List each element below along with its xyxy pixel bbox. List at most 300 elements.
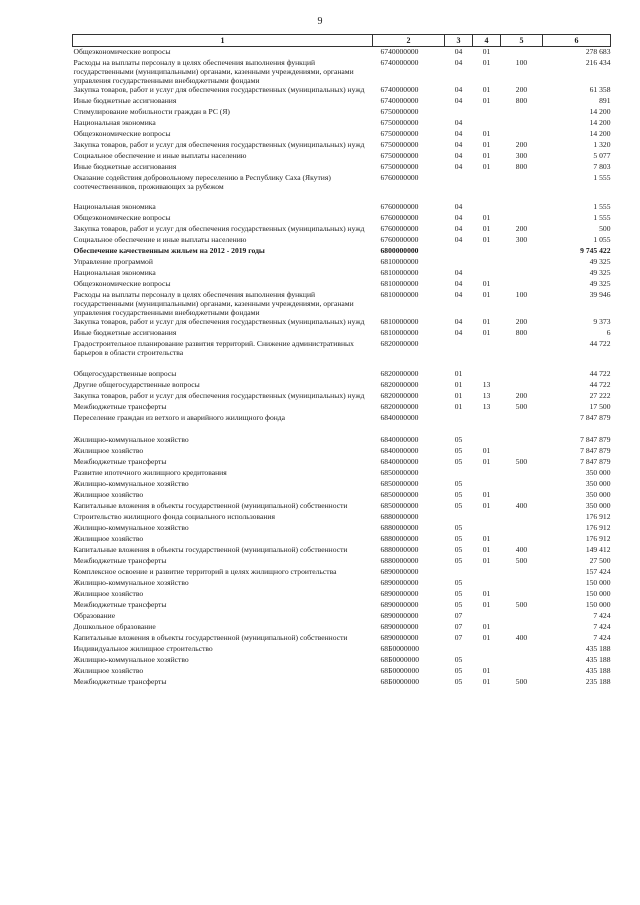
row-label: Комплексное освоение и развитие территорий в целях жилищного строительства: [73, 566, 337, 576]
target-code: 6810000000: [380, 317, 419, 327]
section-code: 04: [454, 128, 463, 138]
target-code: 6840000000: [380, 412, 419, 422]
target-code: 6750000000: [380, 106, 419, 116]
row-label: Расходы на выплаты персоналу в целях обеспечения выполнения функций государственными (муниципальными) органами, казенными учреждениями, органами управления государственными внебюджетными фондами: [73, 57, 354, 85]
table-row: [73, 589, 611, 600]
table-row: [73, 457, 611, 468]
subsection-code: 01: [482, 555, 491, 565]
target-code: 6820000000: [380, 401, 419, 411]
table-row: [73, 140, 611, 151]
row-label: Жилищно-коммунальное хозяйство: [73, 434, 189, 444]
section-code: 04: [454, 202, 463, 212]
section-code: 01: [454, 390, 463, 400]
expense-type-code: [501, 358, 543, 369]
section-code: [445, 358, 473, 369]
amount: 1 555: [593, 202, 611, 212]
target-code: 6850000000: [380, 500, 419, 510]
amount: 435 188: [585, 665, 611, 675]
subsection-code: 01: [482, 84, 491, 94]
expense-type-code: [501, 339, 543, 357]
expense-type-code: [501, 268, 543, 279]
subsection-code: 01: [482, 213, 491, 223]
table-row: [73, 391, 611, 402]
expense-type-code: 200: [515, 224, 528, 234]
section-code: 05: [454, 599, 463, 609]
table-row: [73, 402, 611, 413]
amount: 435 188: [585, 654, 611, 664]
row-label: Иные бюджетные ассигнования: [73, 95, 177, 105]
table-row: [73, 290, 611, 317]
expense-type-code: [501, 655, 543, 666]
amount: 14 200: [589, 106, 611, 116]
section-code: 04: [454, 268, 463, 278]
budget-table: [72, 34, 611, 688]
row-label: Индивидуальное жилищное строительство: [73, 643, 213, 653]
table-row: [73, 413, 611, 424]
expense-type-code: 200: [515, 139, 528, 149]
expense-type-code: 400: [515, 544, 528, 554]
target-code: 6820000000: [380, 339, 419, 349]
row-label: Управление программой: [73, 257, 153, 267]
section-code: [445, 107, 473, 118]
amount: 1 555: [593, 172, 611, 182]
subsection-code: 13: [482, 401, 491, 411]
table-row: [73, 118, 611, 129]
row-label: Стимулирование мобильности граждан в РС (Я): [73, 106, 230, 116]
table-row: [73, 622, 611, 633]
section-code: [445, 567, 473, 578]
amount: [543, 358, 611, 369]
section-code: 05: [454, 533, 463, 543]
amount: 44 722: [589, 379, 611, 389]
subsection-code: 01: [482, 445, 491, 455]
row-label: Обеспечение качественным жильем на 2012 - 2019 годы: [73, 246, 265, 256]
amount: 17 500: [589, 401, 611, 411]
target-code: 6850000000: [380, 478, 419, 488]
target-code: 6760000000: [380, 172, 419, 182]
section-code: 05: [454, 456, 463, 466]
section-code: 04: [454, 235, 463, 245]
expense-type-code: [501, 567, 543, 578]
target-code: 6820000000: [380, 379, 419, 389]
subsection-code: 13: [482, 390, 491, 400]
table-spacer-row: [73, 424, 611, 435]
row-label: Жилищное хозяйство: [73, 445, 144, 455]
expense-type-code: [501, 644, 543, 655]
amount: 44 722: [589, 339, 611, 349]
row-label: Закупка товаров, работ и услуг для обеспечения государственных (муниципальных) нужд: [73, 224, 365, 234]
section-code: 05: [454, 434, 463, 444]
row-label: Жилищное хозяйство: [73, 489, 144, 499]
amount: 9 745 422: [580, 246, 611, 256]
subsection-code: 01: [482, 95, 491, 105]
target-code: 6740000000: [380, 84, 419, 94]
amount: 7 847 879: [580, 434, 611, 444]
row-label: Жилищно-коммунальное хозяйство: [73, 577, 189, 587]
expense-type-code: 300: [515, 150, 528, 160]
amount: 235 188: [585, 676, 611, 686]
subsection-code: [473, 246, 501, 257]
row-label: Национальная экономика: [73, 202, 156, 212]
table-spacer-row: [73, 191, 611, 202]
amount: 49 325: [589, 268, 611, 278]
section-code: [445, 173, 473, 191]
expense-type-code: [501, 279, 543, 290]
target-code: 6840000000: [380, 456, 419, 466]
row-label: Общегосударственные вопросы: [73, 368, 177, 378]
target-code: 68Б0000000: [380, 643, 420, 653]
expense-type-code: [501, 107, 543, 118]
row-label: Межбюджетные трансферты: [73, 676, 167, 686]
subsection-code: [473, 369, 501, 380]
target-code: 6890000000: [380, 577, 419, 587]
expense-type-code: [501, 118, 543, 129]
subsection-code: 01: [482, 47, 491, 56]
target-code: 6880000000: [380, 511, 419, 521]
amount: 44 722: [589, 368, 611, 378]
amount: 14 200: [589, 117, 611, 127]
row-label: Иные бюджетные ассигнования: [73, 328, 177, 338]
section-code: 04: [454, 150, 463, 160]
table-row: [73, 151, 611, 162]
subsection-code: 01: [482, 235, 491, 245]
table-row: [73, 380, 611, 391]
table-row: [73, 58, 611, 85]
target-code: 6850000000: [380, 489, 419, 499]
subsection-code: 01: [482, 665, 491, 675]
expense-type-code: [501, 611, 543, 622]
section-code: [445, 413, 473, 424]
row-label: Общеэкономические вопросы: [73, 213, 171, 223]
section-code: 04: [454, 84, 463, 94]
amount: 157 424: [585, 566, 611, 576]
target-code: 6810000000: [380, 268, 419, 278]
amount: 27 500: [589, 555, 611, 565]
target-code: 6880000000: [380, 533, 419, 543]
amount: 7 847 879: [580, 456, 611, 466]
target-code: 6890000000: [380, 621, 419, 631]
table-row: [73, 600, 611, 611]
subsection-code: [473, 107, 501, 118]
table-row: [73, 490, 611, 501]
section-code: 04: [454, 317, 463, 327]
expense-type-code: [501, 446, 543, 457]
amount: 7 847 879: [580, 445, 611, 455]
table-row: [73, 213, 611, 224]
subsection-code: 13: [482, 379, 491, 389]
section-code: [445, 191, 473, 202]
subsection-code: 01: [482, 161, 491, 171]
subsection-code: 01: [482, 599, 491, 609]
table-row: [73, 317, 611, 328]
section-code: 05: [454, 478, 463, 488]
target-code: 6890000000: [380, 610, 419, 620]
expense-type-code: [501, 257, 543, 268]
amount: 350 000: [585, 500, 611, 510]
amount: 891: [599, 95, 611, 105]
table-row: [73, 501, 611, 512]
target-code: [373, 191, 445, 202]
row-label: Иные бюджетные ассигнования: [73, 161, 177, 171]
amount: 216 434: [585, 57, 611, 67]
section-code: 05: [454, 544, 463, 554]
target-code: 6890000000: [380, 588, 419, 598]
section-code: [445, 339, 473, 357]
row-label: Социальное обеспечение и иные выплаты населению: [73, 235, 247, 245]
row-label: Национальная экономика: [73, 117, 156, 127]
section-code: 04: [454, 279, 463, 289]
row-label: Градостроительное планирование развития территорий. Снижение административных барьеров в области строительства: [73, 339, 354, 358]
table-row: [73, 235, 611, 246]
expense-type-code: [501, 424, 543, 435]
amount: 7 424: [593, 621, 611, 631]
expense-type-code: [501, 534, 543, 545]
subsection-code: 01: [482, 676, 491, 686]
row-label: Межбюджетные трансферты: [73, 401, 167, 411]
subsection-code: [473, 118, 501, 129]
target-code: 6810000000: [380, 290, 419, 300]
target-code: 6810000000: [380, 279, 419, 289]
row-label: [73, 424, 373, 435]
row-label: Капитальные вложения в объекты государственной (муниципальной) собственности: [73, 632, 348, 642]
section-code: [445, 424, 473, 435]
subsection-code: 01: [482, 328, 491, 338]
section-code: 04: [454, 95, 463, 105]
subsection-code: 01: [482, 57, 491, 67]
section-code: 07: [454, 632, 463, 642]
expense-type-code: [501, 622, 543, 633]
subsection-code: 01: [482, 489, 491, 499]
section-code: 05: [454, 588, 463, 598]
table-row: [73, 523, 611, 534]
target-code: 6740000000: [380, 47, 419, 56]
subsection-code: 01: [482, 128, 491, 138]
expense-type-code: 100: [515, 290, 528, 300]
amount: 149 412: [585, 544, 611, 554]
row-label: Оказание содействия добровольному переселению в Республику Саха (Якутия) соотечественников, проживающих за рубежом: [73, 172, 331, 191]
row-label: Жилищное хозяйство: [73, 588, 144, 598]
expense-type-code: 400: [515, 632, 528, 642]
row-label: Дошкольное образование: [73, 621, 156, 631]
row-label: Общеэкономические вопросы: [73, 47, 171, 56]
subsection-code: [473, 644, 501, 655]
target-code: 6750000000: [380, 150, 419, 160]
table-row: [73, 655, 611, 666]
target-code: 6810000000: [380, 328, 419, 338]
expense-type-code: 800: [515, 161, 528, 171]
header-cell: 6: [543, 35, 611, 47]
table-row: [73, 633, 611, 644]
row-label: Капитальные вложения в объекты государственной (муниципальной) собственности: [73, 500, 348, 510]
row-label: Жилищное хозяйство: [73, 533, 144, 543]
subsection-code: [473, 567, 501, 578]
section-code: 04: [454, 117, 463, 127]
expense-type-code: 100: [515, 57, 528, 67]
table-row: [73, 129, 611, 140]
subsection-code: [473, 268, 501, 279]
section-code: [445, 246, 473, 257]
table-row: [73, 534, 611, 545]
expense-type-code: [501, 191, 543, 202]
table-row: [73, 369, 611, 380]
table-row: [73, 468, 611, 479]
header-cell: 5: [501, 35, 543, 47]
amount: 350 000: [585, 489, 611, 499]
target-code: 6880000000: [380, 544, 419, 554]
row-label: Общеэкономические вопросы: [73, 279, 171, 289]
table-row: [73, 339, 611, 357]
subsection-code: [473, 611, 501, 622]
expense-type-code: 500: [515, 555, 528, 565]
amount: 350 000: [585, 478, 611, 488]
subsection-code: [473, 173, 501, 191]
table-row: [73, 328, 611, 339]
table-row: [73, 644, 611, 655]
row-label: Переселение граждан из ветхого и аварийного жилищного фонда: [73, 412, 286, 422]
table-row: [73, 479, 611, 490]
row-label: Национальная экономика: [73, 268, 156, 278]
subsection-code: 01: [482, 279, 491, 289]
expense-type-code: 200: [515, 317, 528, 327]
target-code: 6840000000: [380, 434, 419, 444]
table-row: [73, 512, 611, 523]
expense-type-code: [501, 413, 543, 424]
row-label: Закупка товаров, работ и услуг для обеспечения государственных (муниципальных) нужд: [73, 390, 365, 400]
subsection-code: [473, 523, 501, 534]
section-code: 04: [454, 57, 463, 67]
row-label: Межбюджетные трансферты: [73, 599, 167, 609]
table-row: [73, 677, 611, 688]
amount: 150 000: [585, 588, 611, 598]
section-code: [445, 512, 473, 523]
expense-type-code: [501, 213, 543, 224]
section-code: 01: [454, 368, 463, 378]
section-code: 04: [454, 213, 463, 223]
target-code: 6800000000: [380, 246, 419, 256]
section-code: 07: [454, 621, 463, 631]
amount: 39 946: [589, 290, 611, 300]
header-cell: 1: [73, 35, 373, 47]
expense-type-code: 800: [515, 328, 528, 338]
section-code: 04: [454, 290, 463, 300]
section-code: [445, 468, 473, 479]
target-code: 6880000000: [380, 522, 419, 532]
row-label: Образование: [73, 610, 116, 620]
target-code: 6890000000: [380, 599, 419, 609]
row-label: Межбюджетные трансферты: [73, 456, 167, 466]
target-code: 6760000000: [380, 202, 419, 212]
target-code: 6750000000: [380, 128, 419, 138]
expense-type-code: [501, 578, 543, 589]
subsection-code: [473, 435, 501, 446]
section-code: 05: [454, 577, 463, 587]
subsection-code: 01: [482, 588, 491, 598]
row-label: Строительство жилищного фонда социального использования: [73, 511, 275, 521]
table-row: [73, 107, 611, 118]
expense-type-code: [501, 523, 543, 534]
subsection-code: 01: [482, 290, 491, 300]
row-label: Жилищное хозяйство: [73, 665, 144, 675]
target-code: 6760000000: [380, 224, 419, 234]
amount: 1 320: [593, 139, 611, 149]
amount: 6: [606, 328, 611, 338]
amount: 7 424: [593, 632, 611, 642]
amount: 176 912: [585, 533, 611, 543]
subsection-code: [473, 257, 501, 268]
section-code: 05: [454, 676, 463, 686]
target-code: 6890000000: [380, 632, 419, 642]
expense-type-code: [501, 490, 543, 501]
table-row: [73, 85, 611, 96]
amount: [543, 191, 611, 202]
target-code: 6820000000: [380, 390, 419, 400]
section-code: 04: [454, 224, 463, 234]
row-label: Социальное обеспечение и иные выплаты населению: [73, 150, 247, 160]
expense-type-code: [501, 435, 543, 446]
table-row: [73, 224, 611, 235]
expense-type-code: [501, 129, 543, 140]
table-row: [73, 556, 611, 567]
row-label: Жилищно-коммунальное хозяйство: [73, 478, 189, 488]
table-row: [73, 162, 611, 173]
section-code: 04: [454, 161, 463, 171]
header-cell: 2: [373, 35, 445, 47]
amount: 176 912: [585, 522, 611, 532]
expense-type-code: [501, 47, 543, 58]
section-code: [445, 644, 473, 655]
page-number: 9: [317, 16, 323, 27]
section-code: 04: [454, 139, 463, 149]
amount: 7 847 879: [580, 412, 611, 422]
table-row: [73, 257, 611, 268]
section-code: 05: [454, 522, 463, 532]
expense-type-code: 200: [515, 390, 528, 400]
amount: 27 222: [589, 390, 611, 400]
expense-type-code: [501, 512, 543, 523]
amount: 500: [599, 224, 611, 234]
target-code: 68Б0000000: [380, 654, 420, 664]
target-code: 6880000000: [380, 555, 419, 565]
amount: 7 424: [593, 610, 611, 620]
amount: 176 912: [585, 511, 611, 521]
subsection-code: 01: [482, 317, 491, 327]
amount: 61 358: [589, 84, 611, 94]
subsection-code: [473, 339, 501, 357]
expense-type-code: 500: [515, 401, 528, 411]
target-code: 6810000000: [380, 257, 419, 267]
table-spacer-row: [73, 358, 611, 369]
target-code: 6890000000: [380, 566, 419, 576]
amount: 278 683: [585, 47, 611, 56]
section-code: 04: [454, 328, 463, 338]
table-row: [73, 666, 611, 677]
table-row: [73, 578, 611, 589]
target-code: 68Б0000000: [380, 665, 420, 675]
row-label: [73, 191, 373, 202]
subsection-code: 01: [482, 500, 491, 510]
subsection-code: [473, 191, 501, 202]
expense-type-code: [501, 173, 543, 191]
section-code: 05: [454, 665, 463, 675]
subsection-code: [473, 512, 501, 523]
target-code: 68Б0000000: [380, 676, 420, 686]
expense-type-code: 500: [515, 456, 528, 466]
subsection-code: [473, 413, 501, 424]
subsection-code: 01: [482, 150, 491, 160]
row-label: [73, 358, 373, 369]
amount: 49 325: [589, 257, 611, 267]
target-code: 6820000000: [380, 368, 419, 378]
